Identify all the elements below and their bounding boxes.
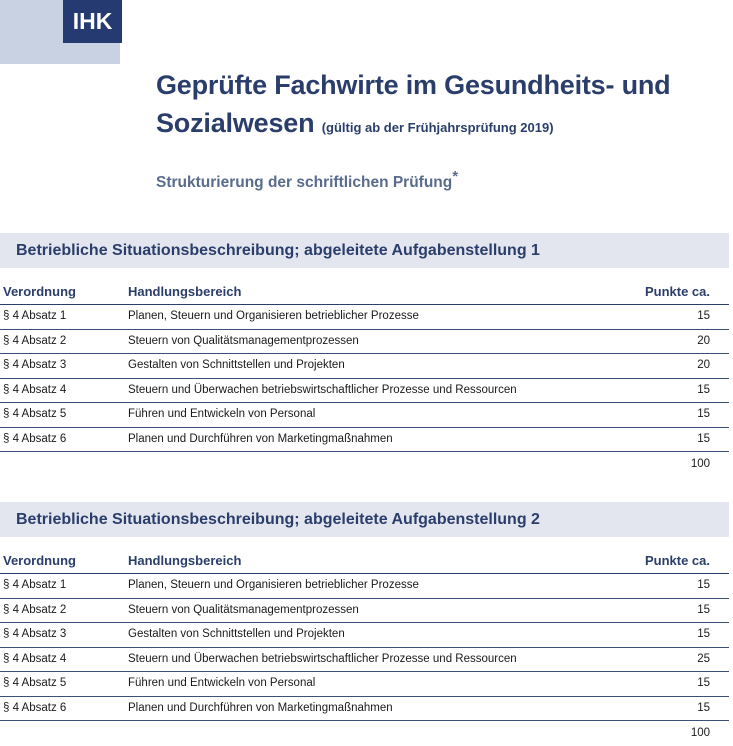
table-row [0, 403, 729, 428]
total-row [0, 452, 729, 476]
page-subtitle [156, 168, 459, 192]
table-row [0, 648, 729, 673]
table-row [0, 305, 729, 330]
cell-verordnung: § 4 Absatz 2 [3, 603, 67, 616]
section-aufgabe-1 [0, 233, 729, 476]
table-row [0, 574, 729, 599]
cell-punkte: 20 [697, 359, 710, 371]
cell-punkte: 15 [697, 310, 710, 322]
cell-punkte: 15 [697, 579, 710, 591]
cell-verordnung: § 4 Absatz 6 [3, 701, 67, 714]
table-row [0, 697, 729, 722]
table-row [0, 623, 729, 648]
validity-note: (gültig ab der Frühjahrsprüfung 2019) [321, 120, 554, 135]
total-row [0, 721, 729, 745]
subtitle-text: Strukturierung der schriftlichen Prüfung [156, 174, 453, 191]
footnote-asterisk: * [452, 168, 459, 185]
cell-bereich: Planen und Durchführen von Marketingmaßnahmen [128, 701, 393, 714]
cell-bereich: Führen und Entwickeln von Personal [128, 408, 316, 420]
cell-verordnung: § 4 Absatz 1 [3, 310, 67, 322]
cell-verordnung: § 4 Absatz 3 [3, 359, 67, 371]
table-row [0, 354, 729, 379]
cell-verordnung: § 4 Absatz 5 [3, 677, 67, 689]
table-header [0, 549, 729, 574]
cell-verordnung: § 4 Absatz 3 [3, 628, 67, 640]
col-handlungsbereich: Handlungsbereich [128, 553, 242, 568]
section-title: Betriebliche Situationsbeschreibung; abgeleitete Aufgabenstellung 2 [0, 502, 729, 537]
cell-bereich: Steuern von Qualitätsmanagementprozessen [128, 603, 359, 616]
cell-punkte: 15 [697, 628, 710, 640]
cell-punkte: 15 [697, 603, 710, 616]
cell-bereich: Führen und Entwickeln von Personal [128, 677, 316, 689]
table-row [0, 599, 729, 624]
cell-verordnung: § 4 Absatz 1 [3, 579, 67, 591]
cell-verordnung: § 4 Absatz 4 [3, 652, 67, 665]
cell-punkte: 15 [697, 408, 710, 420]
col-punkte: Punkte ca. [644, 284, 710, 299]
section-title: Betriebliche Situationsbeschreibung; abgeleitete Aufgabenstellung 1 [0, 233, 729, 268]
col-punkte: Punkte ca. [644, 553, 710, 568]
table-header [0, 280, 729, 305]
table-row [0, 330, 729, 355]
cell-punkte: 15 [697, 677, 710, 689]
cell-bereich: Planen, Steuern und Organisieren betrieblicher Prozesse [128, 579, 419, 591]
ihk-logo: IHK [63, 0, 122, 43]
total-points: 100 [690, 727, 710, 739]
cell-bereich: Planen und Durchführen von Marketingmaßnahmen [128, 432, 393, 445]
cell-punkte: 15 [697, 701, 710, 714]
col-verordnung: Verordnung [3, 284, 76, 299]
cell-verordnung: § 4 Absatz 5 [3, 408, 67, 420]
cell-bereich: Steuern von Qualitätsmanagementprozessen [128, 334, 359, 347]
total-points: 100 [690, 458, 710, 470]
cell-bereich: Steuern und Überwachen betriebswirtschaftlicher Prozesse und Ressourcen [128, 383, 517, 396]
cell-bereich: Gestalten von Schnittstellen und Projekten [128, 628, 345, 640]
cell-verordnung: § 4 Absatz 2 [3, 334, 67, 347]
cell-bereich: Planen, Steuern und Organisieren betrieblicher Prozesse [128, 310, 419, 322]
col-verordnung: Verordnung [3, 553, 76, 568]
cell-verordnung: § 4 Absatz 6 [3, 432, 67, 445]
cell-bereich: Steuern und Überwachen betriebswirtschaftlicher Prozesse und Ressourcen [128, 652, 517, 665]
table-row [0, 672, 729, 697]
cell-punkte: 25 [697, 652, 710, 665]
col-handlungsbereich: Handlungsbereich [128, 284, 242, 299]
table-row [0, 379, 729, 404]
section-aufgabe-2 [0, 502, 729, 745]
cell-punkte: 20 [697, 334, 710, 347]
cell-punkte: 15 [697, 383, 710, 396]
cell-punkte: 15 [697, 432, 710, 445]
table-row [0, 428, 729, 453]
page-title [156, 66, 726, 147]
cell-verordnung: § 4 Absatz 4 [3, 383, 67, 396]
title-text: Geprüfte Fachwirte im Gesundheits- und Sozialwesen [156, 70, 671, 138]
cell-bereich: Gestalten von Schnittstellen und Projekten [128, 359, 345, 371]
